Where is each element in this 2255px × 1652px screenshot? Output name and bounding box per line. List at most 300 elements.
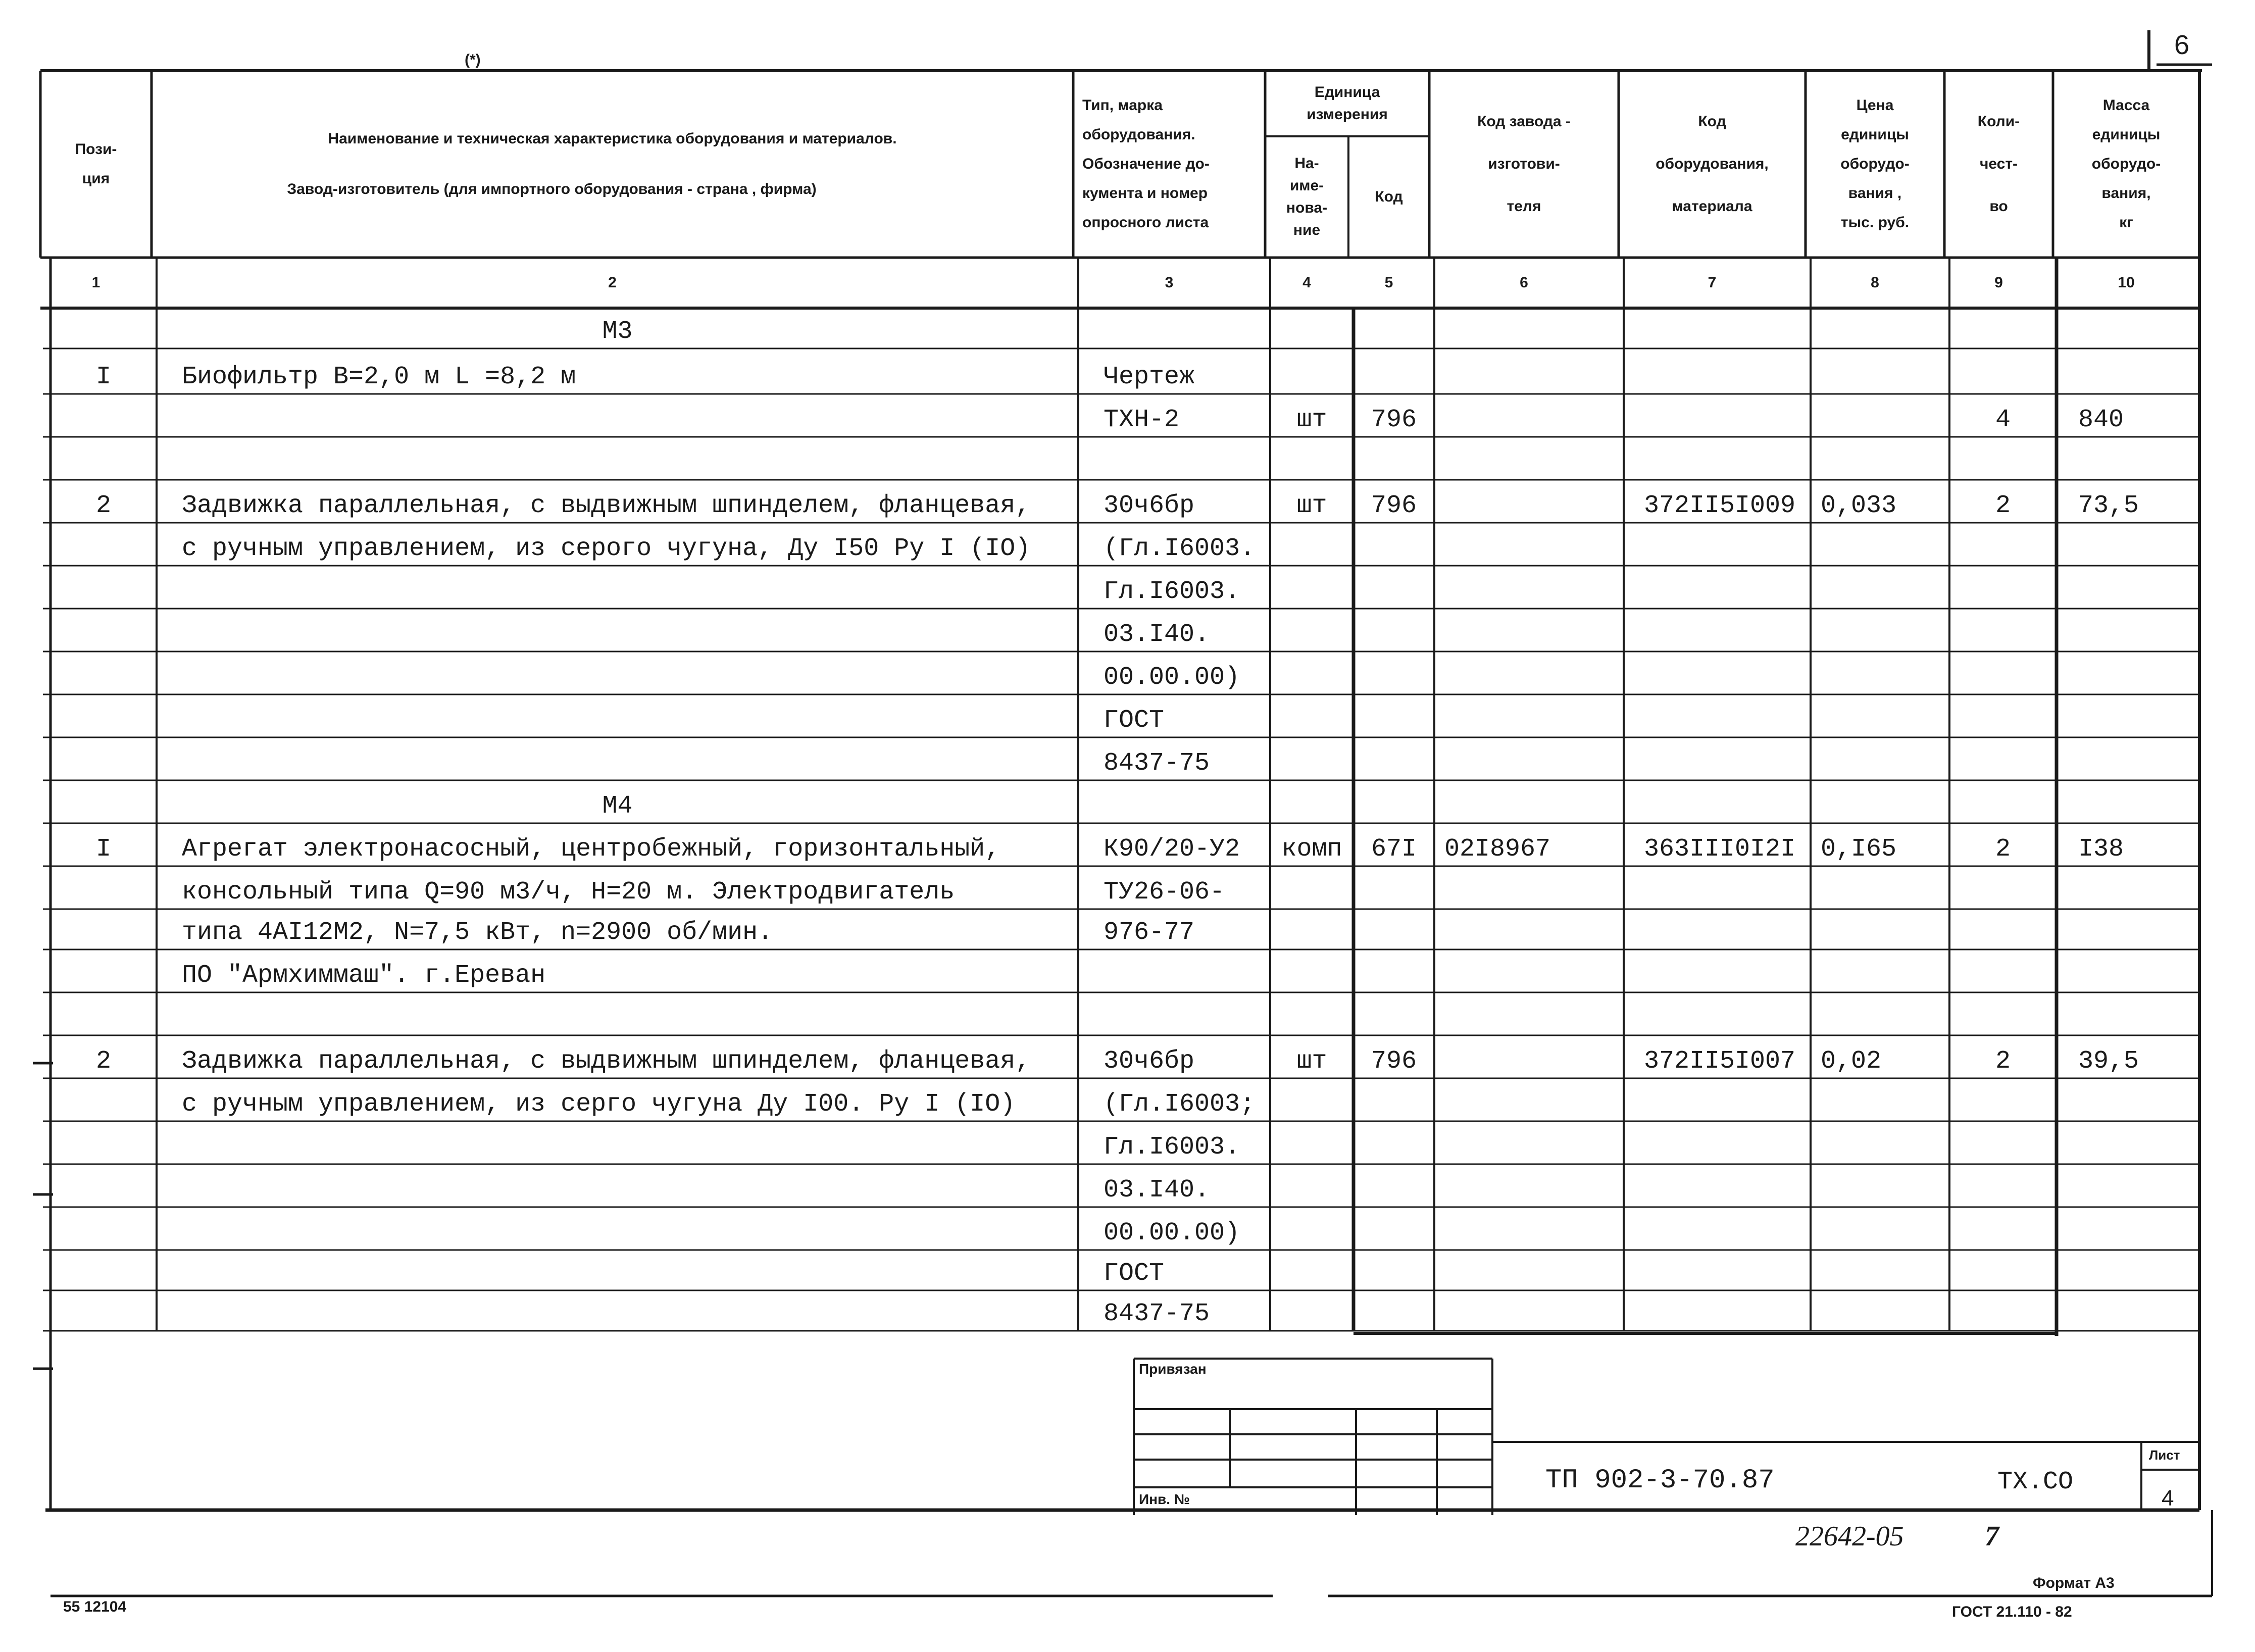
cell-factory-code	[1444, 1078, 1624, 1117]
cell-document	[1104, 949, 1270, 988]
cell-name	[182, 1250, 1076, 1286]
header-position-line1: Пози-	[75, 141, 117, 158]
cell-price	[1821, 394, 1949, 433]
col-number-5: 5	[1384, 274, 1393, 291]
cell-quantity	[1949, 737, 2057, 776]
footer-gost-label: ГОСТ 21.110 - 82	[1952, 1604, 2072, 1620]
cell-unit	[1270, 1250, 1354, 1286]
cell-price	[1821, 1078, 1949, 1117]
cell-price	[1821, 1207, 1949, 1246]
cell-name: с ручным управлением, из серого чугуна, Ду I50 Ру I (IO)	[182, 534, 1031, 563]
cell-quantity	[1949, 348, 2057, 390]
cell-price	[1821, 992, 1949, 1031]
footer-left-code: 55 12104	[63, 1598, 127, 1615]
cell-factory-code	[1444, 949, 1624, 988]
cell-equipment-code: 372II5I007	[1644, 1047, 1796, 1076]
header-unit-line2: измерения	[1307, 106, 1388, 123]
cell-unit-code: 796	[1371, 406, 1417, 434]
cell-factory-code	[1444, 1121, 1624, 1160]
cell-document: 03.I40.	[1104, 1176, 1210, 1205]
cell-unit: шт	[1296, 491, 1327, 520]
stamp-sheet-number: 4	[2162, 1486, 2174, 1511]
cell-unit-code	[1354, 348, 1434, 390]
cell-unit	[1270, 609, 1354, 647]
cell-factory-code	[1444, 348, 1624, 390]
cell-document: 8437-75	[1104, 1299, 1210, 1328]
cell-unit-code: 796	[1371, 1047, 1417, 1076]
cell-factory-code	[1444, 992, 1624, 1031]
cell-position	[51, 694, 157, 733]
col-number-10: 10	[2118, 274, 2135, 291]
cell-name	[182, 394, 1076, 433]
header-unit-name-line2: име-	[1289, 177, 1324, 194]
cell-price	[1821, 949, 1949, 988]
cell-equipment-code: 363III0I2I	[1644, 835, 1796, 864]
header-mass-line4: вания,	[2101, 185, 2151, 202]
cell-document	[1104, 780, 1270, 819]
cell-unit	[1270, 1121, 1354, 1160]
cell-name: Агрегат электронасосный, центробежный, горизонтальный,	[182, 835, 1000, 864]
cell-price	[1821, 1290, 1949, 1327]
stamp-bound-label: Привязан	[1139, 1361, 1207, 1377]
header-factory-line3: теля	[1507, 198, 1541, 215]
cell-unit-code	[1354, 1078, 1434, 1117]
cell-name: типа 4АI12М2, N=7,5 кВт, n=2900 об/мин.	[182, 918, 773, 947]
cell-document: ТХН-2	[1104, 406, 1180, 434]
cell-unit-code	[1354, 652, 1434, 690]
page-number: 6	[2174, 30, 2190, 60]
cell-position: I	[95, 363, 111, 391]
cell-quantity	[1949, 1207, 2057, 1246]
cell-mass	[2078, 909, 2199, 945]
cell-unit-code: 796	[1371, 491, 1417, 520]
cell-unit-code	[1354, 694, 1434, 733]
cell-unit-code	[1354, 1250, 1434, 1286]
cell-price	[1821, 866, 1949, 905]
cell-unit	[1270, 523, 1354, 562]
cell-position	[51, 992, 157, 1031]
stamp-inv-label: Инв. №	[1139, 1491, 1190, 1507]
cell-factory-code	[1444, 652, 1624, 690]
cell-unit-code	[1354, 949, 1434, 988]
cell-document: ГОСТ	[1104, 1259, 1165, 1288]
cell-quantity	[1949, 609, 2057, 647]
cell-unit	[1270, 909, 1354, 945]
cell-unit-code	[1354, 523, 1434, 562]
cell-mass	[2078, 1290, 2199, 1327]
cell-unit-code	[1354, 737, 1434, 776]
cell-equipment-code	[1644, 949, 1811, 988]
header-type-line2: оборудования.	[1082, 126, 1195, 143]
cell-equipment-code	[1644, 523, 1811, 562]
cell-equipment-code	[1644, 308, 1811, 344]
cell-name: Задвижка параллельная, с выдвижным шпинделем, фланцевая,	[182, 491, 1031, 520]
cell-unit	[1270, 1164, 1354, 1203]
cell-price	[1821, 348, 1949, 390]
cell-document: 30ч6бр	[1104, 491, 1195, 520]
cell-unit	[1270, 566, 1354, 605]
cell-equipment-code	[1644, 1078, 1811, 1117]
cell-price	[1821, 1121, 1949, 1160]
cell-quantity	[1949, 949, 2057, 988]
cell-document	[1104, 992, 1270, 1031]
cell-document: 8437-75	[1104, 749, 1210, 778]
cell-name	[182, 609, 1076, 647]
cell-price	[1821, 609, 1949, 647]
header-name-line1: Наименование и техническая характеристика оборудования и материалов.	[328, 130, 897, 147]
cell-document: Гл.I6003.	[1104, 1133, 1240, 1162]
cell-factory-code	[1444, 1035, 1624, 1074]
cell-factory-code	[1444, 780, 1624, 819]
cell-quantity	[1949, 1250, 2057, 1286]
cell-price	[1821, 737, 1949, 776]
cell-equipment-code	[1644, 652, 1811, 690]
cell-position	[51, 1290, 157, 1327]
cell-name	[182, 1121, 1076, 1160]
header-price-line1: Цена	[1856, 97, 1894, 114]
handwritten-mark: 7	[1985, 1521, 1999, 1552]
cell-unit-code	[1354, 609, 1434, 647]
header-position-line2: ция	[82, 170, 110, 187]
cell-factory-code	[1444, 1290, 1624, 1327]
col-number-9: 9	[1994, 274, 2003, 291]
section-label: М4	[602, 792, 633, 821]
cell-mass	[2078, 992, 2199, 1031]
cell-price	[1821, 523, 1949, 562]
cell-quantity: 2	[1995, 491, 2011, 520]
cell-name	[182, 1207, 1076, 1246]
cell-quantity	[1949, 1290, 2057, 1327]
cell-unit	[1270, 1290, 1354, 1327]
header-price-line4: вания ,	[1848, 185, 1902, 202]
cell-quantity	[1949, 694, 2057, 733]
header-equipment-line2: оборудования,	[1656, 156, 1769, 172]
cell-unit-code	[1354, 866, 1434, 905]
cell-equipment-code	[1644, 992, 1811, 1031]
cell-document: Гл.I6003.	[1104, 577, 1240, 606]
header-position	[40, 71, 152, 258]
cell-mass: 73,5	[2078, 491, 2139, 520]
header-mass	[2053, 71, 2199, 258]
cell-document	[1104, 437, 1270, 476]
cell-document: 00.00.00)	[1104, 1219, 1240, 1247]
cell-name	[182, 652, 1076, 690]
cell-unit-code	[1354, 1290, 1434, 1327]
cell-name	[182, 992, 1076, 1031]
header-equipment-line3: материала	[1672, 198, 1752, 215]
cell-unit	[1270, 308, 1354, 344]
cell-quantity	[1949, 780, 2057, 819]
cell-position	[51, 1078, 157, 1117]
header-type-line5: опросного листа	[1082, 214, 1209, 231]
cell-mass	[2078, 1250, 2199, 1286]
cell-equipment-code	[1644, 866, 1811, 905]
cell-quantity	[1949, 1078, 2057, 1117]
cell-unit	[1270, 866, 1354, 905]
cell-factory-code	[1444, 694, 1624, 733]
cell-factory-code	[1444, 437, 1624, 476]
cell-price	[1821, 566, 1949, 605]
header-unit-name-line1: На-	[1294, 155, 1319, 172]
cell-mass	[2078, 523, 2199, 562]
header-unit-name-line3: нова-	[1286, 199, 1328, 216]
cell-document: К90/20-У2	[1104, 835, 1240, 864]
cell-equipment-code	[1644, 1207, 1811, 1246]
cell-mass	[2078, 652, 2199, 690]
cell-position	[51, 1250, 157, 1286]
header-mass-line2: единицы	[2092, 126, 2161, 143]
cell-document: (Гл.I6003;	[1104, 1090, 1256, 1119]
cell-mass	[2078, 1207, 2199, 1246]
cell-document: ТУ26-06-	[1104, 878, 1225, 907]
col-number-6: 6	[1520, 274, 1528, 291]
cell-position	[51, 1164, 157, 1203]
cell-equipment-code	[1644, 737, 1811, 776]
col-number-1: 1	[91, 274, 101, 291]
cell-unit	[1270, 694, 1354, 733]
cell-equipment-code	[1644, 348, 1811, 390]
cell-position	[51, 652, 157, 690]
cell-position	[51, 609, 157, 647]
cell-quantity	[1949, 652, 2057, 690]
cell-mass: 840	[2078, 406, 2124, 434]
header-mass-line3: оборудо-	[2091, 156, 2161, 172]
header-unit-line1: Единица	[1314, 84, 1380, 101]
cell-position	[51, 737, 157, 776]
cell-price	[1821, 909, 1949, 945]
cell-unit-code: 67I	[1371, 835, 1417, 864]
cell-name: Задвижка параллельная, с выдвижным шпинделем, фланцевая,	[182, 1047, 1031, 1076]
section-label: М3	[602, 317, 633, 346]
cell-factory-code	[1444, 909, 1624, 945]
header-price	[1806, 71, 1944, 258]
cell-unit: шт	[1296, 406, 1327, 434]
cell-equipment-code	[1644, 909, 1811, 945]
cell-price	[1821, 437, 1949, 476]
cell-name	[182, 437, 1076, 476]
cell-quantity	[1949, 992, 2057, 1031]
cell-price	[1821, 780, 1949, 819]
cell-factory-code	[1444, 1250, 1624, 1286]
cell-equipment-code	[1644, 1121, 1811, 1160]
header-unit-name-line4: ние	[1293, 222, 1321, 238]
cell-equipment-code	[1644, 780, 1811, 819]
cell-mass	[2078, 437, 2199, 476]
header-price-line5: тыс. руб.	[1840, 214, 1910, 231]
cell-unit-code	[1354, 437, 1434, 476]
cell-position	[51, 308, 157, 344]
cell-document: ГОСТ	[1104, 706, 1165, 735]
cell-price	[1821, 308, 1949, 344]
stamp-sheet-label: Лист	[2149, 1447, 2180, 1463]
cell-name	[182, 566, 1076, 605]
cell-position: 2	[95, 1047, 111, 1076]
cell-position	[51, 523, 157, 562]
header-factory-code	[1429, 71, 1619, 258]
cell-mass	[2078, 1164, 2199, 1203]
cell-position	[51, 780, 157, 819]
header-name-line2: Завод-изготовитель (для импортного оборудования - страна , фирма)	[287, 181, 817, 197]
cell-name	[182, 1290, 1076, 1327]
cell-equipment-code	[1644, 566, 1811, 605]
cell-name: консольный типа Q=90 м3/ч, Н=20 м. Электродвигатель	[182, 878, 955, 907]
cell-factory-code	[1444, 609, 1624, 647]
cell-document	[1104, 308, 1270, 344]
cell-position	[51, 437, 157, 476]
header-quantity-line2: чест-	[1979, 156, 2018, 172]
cell-factory-code	[1444, 737, 1624, 776]
cell-quantity	[1949, 308, 2057, 344]
cell-unit-code	[1354, 1121, 1434, 1160]
header-price-line2: единицы	[1841, 126, 1909, 143]
cell-quantity	[1949, 437, 2057, 476]
cell-position	[51, 566, 157, 605]
header-type	[1073, 71, 1265, 258]
cell-equipment-code: 372II5I009	[1644, 491, 1796, 520]
cell-factory-code: 02I8967	[1444, 835, 1551, 864]
cell-unit-code	[1354, 1207, 1434, 1246]
cell-factory-code	[1444, 566, 1624, 605]
header-unit-code-label: Код	[1375, 188, 1403, 205]
cell-equipment-code	[1644, 1164, 1811, 1203]
header-quantity	[1944, 71, 2053, 258]
cell-price	[1821, 652, 1949, 690]
cell-name	[182, 694, 1076, 733]
cell-equipment-code	[1644, 437, 1811, 476]
cell-unit: комп	[1281, 835, 1342, 864]
cell-unit-code	[1354, 992, 1434, 1031]
cell-name	[182, 1164, 1076, 1203]
cell-equipment-code	[1644, 609, 1811, 647]
cell-unit-code	[1354, 308, 1434, 344]
cell-unit-code	[1354, 1164, 1434, 1203]
cell-unit	[1270, 949, 1354, 988]
cell-position: I	[95, 835, 111, 864]
cell-document: (Гл.I6003.	[1104, 534, 1256, 563]
header-name	[152, 71, 1073, 258]
cell-factory-code	[1444, 394, 1624, 433]
cell-factory-code	[1444, 480, 1624, 519]
header-factory-line2: изготови-	[1488, 156, 1560, 172]
cell-factory-code	[1444, 523, 1624, 562]
cell-position	[51, 866, 157, 905]
header-factory-line1: Код завода -	[1477, 113, 1571, 130]
cell-unit-code	[1354, 909, 1434, 945]
stamp-doc-code: ТП 902-3-70.87	[1545, 1465, 1775, 1496]
cell-unit	[1270, 737, 1354, 776]
footer-format-label: Формат А3	[2033, 1575, 2115, 1591]
header-quantity-line3: во	[1989, 198, 2008, 215]
cell-quantity	[1949, 523, 2057, 562]
cell-name: Биофильтр В=2,0 м L =8,2 м	[182, 363, 576, 391]
cell-document: 03.I40.	[1104, 620, 1210, 649]
cell-position	[51, 394, 157, 433]
header-quantity-line1: Коли-	[1977, 113, 2020, 130]
col-number-7: 7	[1708, 274, 1717, 291]
stamp-section-code: ТХ.СО	[1997, 1468, 2074, 1496]
cell-mass	[2078, 737, 2199, 776]
col-number-4: 4	[1302, 274, 1311, 291]
cell-mass	[2078, 1121, 2199, 1160]
cell-mass: 39,5	[2078, 1047, 2139, 1076]
header-price-line3: оборудо-	[1840, 156, 1910, 172]
cell-mass	[2078, 1078, 2199, 1117]
cell-price: 0,I65	[1821, 835, 1897, 864]
cell-factory-code	[1444, 1164, 1624, 1203]
cell-equipment-code	[1644, 1250, 1811, 1286]
cell-mass	[2078, 694, 2199, 733]
cell-unit-code	[1354, 566, 1434, 605]
cell-price	[1821, 694, 1949, 733]
cell-unit	[1270, 1078, 1354, 1117]
cell-mass	[2078, 348, 2199, 390]
cell-mass	[2078, 780, 2199, 819]
cell-document: 30ч6бр	[1104, 1047, 1195, 1076]
header-unit-code	[1348, 136, 1429, 258]
cell-price: 0,02	[1821, 1047, 1882, 1076]
cell-unit	[1270, 348, 1354, 390]
cell-position: 2	[95, 491, 111, 520]
header-equipment-code	[1619, 71, 1806, 258]
header-equipment-line1: Код	[1698, 113, 1726, 130]
header-mass-line1: Масса	[2102, 97, 2150, 114]
col-number-3: 3	[1165, 274, 1174, 291]
cell-price	[1821, 1164, 1949, 1203]
header-unit-name	[1265, 136, 1348, 258]
header-mark: (*)	[465, 52, 481, 68]
cell-price	[1821, 1250, 1949, 1286]
cell-factory-code	[1444, 308, 1624, 344]
cell-document: Чертеж	[1104, 363, 1195, 391]
cell-name: с ручным управлением, из серго чугуна Ду I00. Ру I (IO)	[182, 1090, 1016, 1119]
cell-mass	[2078, 566, 2199, 605]
cell-mass	[2078, 949, 2199, 988]
cell-position	[51, 1121, 157, 1160]
cell-mass	[2078, 308, 2199, 344]
col-number-2: 2	[608, 274, 617, 291]
header-unit-group	[1265, 71, 1429, 136]
cell-unit	[1270, 437, 1354, 476]
handwritten-number: 22642-05	[1795, 1521, 1904, 1552]
cell-name	[182, 737, 1076, 776]
cell-unit	[1270, 992, 1354, 1031]
cell-unit	[1270, 652, 1354, 690]
header-type-line4: кумента и номер	[1082, 185, 1208, 202]
cell-document: 00.00.00)	[1104, 663, 1240, 692]
cell-equipment-code	[1644, 694, 1811, 733]
cell-quantity: 2	[1995, 835, 2011, 864]
cell-price: 0,033	[1821, 491, 1897, 520]
cell-position	[51, 949, 157, 988]
cell-mass	[2078, 609, 2199, 647]
header-mass-line5: кг	[2119, 214, 2133, 231]
cell-quantity	[1949, 1121, 2057, 1160]
cell-quantity	[1949, 1164, 2057, 1203]
cell-position	[51, 1207, 157, 1246]
header-type-line3: Обозначение до-	[1082, 156, 1210, 172]
cell-mass: I38	[2078, 835, 2124, 864]
cell-quantity: 2	[1995, 1047, 2011, 1076]
cell-unit	[1270, 780, 1354, 819]
cell-factory-code	[1444, 1207, 1624, 1246]
cell-factory-code	[1444, 866, 1624, 905]
col-number-8: 8	[1871, 274, 1879, 291]
cell-equipment-code	[1644, 394, 1811, 433]
cell-unit-code	[1354, 780, 1434, 819]
cell-document: 976-77	[1104, 918, 1195, 947]
cell-quantity	[1949, 909, 2057, 945]
cell-unit	[1270, 1207, 1354, 1246]
